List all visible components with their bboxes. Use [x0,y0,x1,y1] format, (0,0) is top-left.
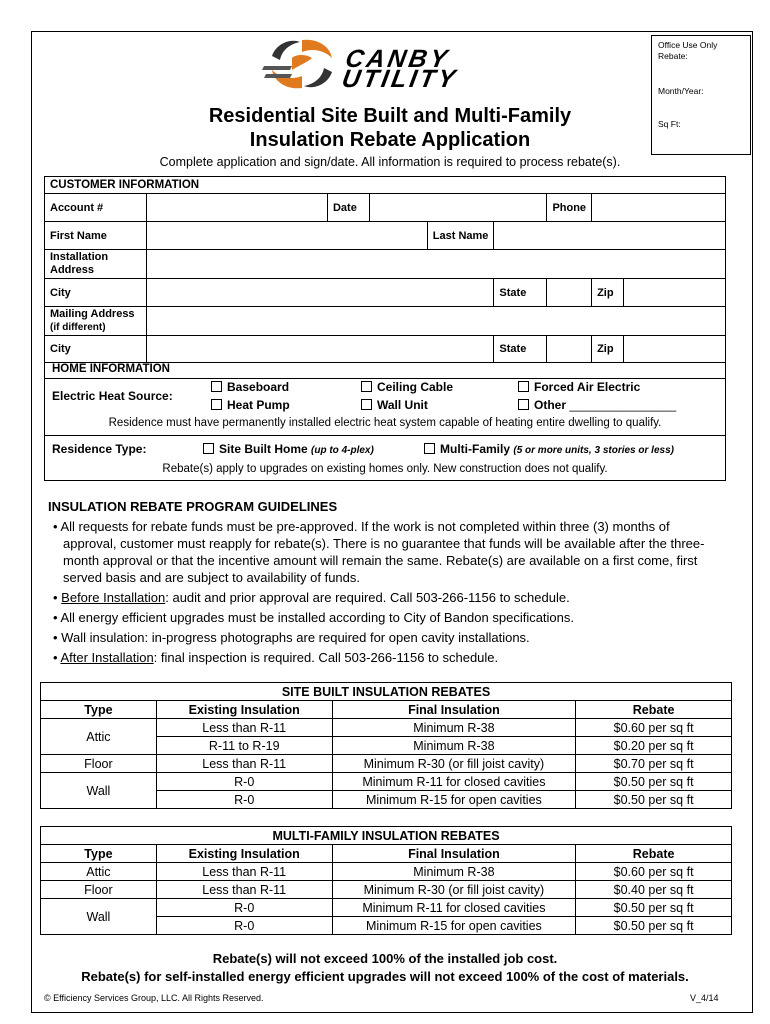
multi-family-checkbox[interactable] [424,443,435,454]
site-type-attic: Attic [41,719,157,755]
last-name-field[interactable] [494,222,726,250]
table-row [41,719,732,737]
construction-note: Rebate(s) apply to upgrades on existing homes only. New construction does not qualify. [162,463,608,475]
mailing-address-field[interactable] [146,307,725,336]
multi-type-wall: Wall [41,899,157,935]
site-r3-final: Minimum R-30 (or fill joist cavity) [332,755,576,773]
table-row [41,881,732,899]
multi-r3-final: Minimum R-11 for closed cavities [332,899,576,917]
multi-r4-final: Minimum R-15 for open cavities [332,917,576,935]
site-header-existing: Existing Insulation [156,701,332,719]
site-table-title: SITE BUILT INSULATION REBATES [41,683,732,701]
first-name-label: First Name [45,222,147,250]
multi-header-existing: Existing Insulation [156,845,332,863]
multi-r2-existing: Less than R-11 [156,881,332,899]
home-heading: HOME INFORMATION [52,363,170,375]
copyright: © Efficiency Services Group, LLC. All Rights Reserved. [44,993,264,1003]
home-divider-1 [45,378,725,379]
office-rebate-label: Rebate: [658,51,688,61]
office-sqft-label: Sq Ft: [658,119,681,129]
guideline-item: • All requests for rebate funds must be pre-approved. If the work is not completed within three (3) months of approval, customer must reapply for rebate(s). There is no guarantee that funds will be available after the three-month approval or that the incentive amount will remain the same. Rebate(s) are available on a first come, first served basis and are subject to availability of funds. [53,519,705,585]
site-r2-rebate: $0.20 per sq ft [576,737,732,755]
install-label-1: Installation [50,251,109,263]
title-line2: Insulation Rebate Application [249,129,531,151]
mailing-state-label: State [494,336,547,363]
last-name-label: Last Name [427,222,494,250]
ceiling-cable-label: Ceiling Cable [377,380,454,394]
mailing-address-label [45,307,147,336]
site-r4-existing: R-0 [156,773,332,791]
site-r1-final: Minimum R-38 [332,719,576,737]
other-line[interactable]: ________________ [569,398,677,412]
mailing-zip-field[interactable] [623,336,725,363]
site-r5-rebate: $0.50 per sq ft [576,791,732,809]
swirl-logo-icon [262,36,342,92]
zip-label: Zip [592,279,624,307]
site-header-rebate: Rebate [576,701,732,719]
table-row [41,863,732,881]
brand-line2: UTILITY [339,65,461,93]
heat-note: Residence must have permanently installed electric heat system capable of heating entire dwelling to qualify. [108,417,662,429]
multi-r4-rebate: $0.50 per sq ft [576,917,732,935]
multi-family-note: (5 or more units, 3 stories or less) [513,445,674,456]
city-field[interactable] [146,279,494,307]
multi-header-rebate: Rebate [576,845,732,863]
other-label: Other [534,398,567,412]
site-r5-final: Minimum R-15 for open cavities [332,791,576,809]
residence-type-label: Residence Type: [52,442,147,456]
title-line1: Residential Site Built and Multi-Family [208,105,572,127]
other-checkbox[interactable] [518,399,529,410]
multi-r1-existing: Less than R-11 [156,863,332,881]
site-r4-final: Minimum R-11 for closed cavities [332,773,576,791]
guideline-item: • Wall insulation: in-progress photographs are required for open cavity installations. [53,630,530,645]
site-r3-rebate: $0.70 per sq ft [576,755,732,773]
version: V_4/14 [690,993,719,1003]
mailing-city-field[interactable] [146,336,494,363]
account-field[interactable] [146,194,327,222]
multi-r3-existing: R-0 [156,899,332,917]
site-type-floor: Floor [41,755,157,773]
multi-family-option[interactable] [424,442,674,456]
heat-pump-checkbox[interactable] [211,399,222,410]
wall-unit-label: Wall Unit [377,398,428,412]
guidelines-list [53,518,721,669]
guideline-item: • All energy efficient upgrades must be installed according to City of Bandon specifications. [53,610,575,625]
baseboard-checkbox[interactable] [211,381,222,392]
footer-notes [44,950,726,986]
site-built-option[interactable] [203,442,374,456]
state-label: State [494,279,547,307]
guideline-1: All requests for rebate funds must be pre-approved. If the work is not completed within three (3) months of approval, customer must reapply for rebate(s). There is no guarantee that funds will be available after the three-month approval or that the incentive amount will remain the same. Rebate(s) are available on a first come, first served basis and are subject to availability of funds. [60,519,705,585]
multi-table-title: MULTI-FAMILY INSULATION REBATES [41,827,732,845]
installation-address-field[interactable] [146,250,725,279]
site-type-wall: Wall [41,773,157,809]
office-use-box [651,35,751,155]
subtitle: Complete application and sign/date. All information is required to process rebate(s). [159,155,621,169]
brand-name [339,45,462,93]
office-title: Office Use Only [658,40,718,50]
table-row [41,899,732,917]
mailing-city-label: City [45,336,147,363]
ceiling-cable-checkbox[interactable] [361,381,372,392]
mailing-zip-label: Zip [592,336,624,363]
multi-header-final: Final Insulation [332,845,576,863]
home-divider-2 [45,435,725,436]
baseboard-option[interactable] [211,380,289,394]
multi-family-label: Multi-Family [440,442,511,456]
site-built-label: Site Built Home [219,442,308,456]
multi-family-rebate-table [40,826,732,935]
site-r2-existing: R-11 to R-19 [156,737,332,755]
heat-pump-option[interactable] [211,398,290,412]
page-title [160,104,620,152]
other-option[interactable] [518,398,676,412]
site-r1-rebate: $0.60 per sq ft [576,719,732,737]
site-header-final: Final Insulation [332,701,576,719]
site-r1-existing: Less than R-11 [156,719,332,737]
canby-utility-logo [262,36,492,92]
city-label: City [45,279,147,307]
site-built-checkbox[interactable] [203,443,214,454]
installation-address-label [45,250,147,279]
mailing-label-2: (if different) [50,322,106,333]
zip-field[interactable] [623,279,725,307]
heat-pump-label: Heat Pump [227,398,290,412]
mailing-state-field[interactable] [547,336,592,363]
multi-r2-rebate: $0.40 per sq ft [576,881,732,899]
multi-r4-existing: R-0 [156,917,332,935]
multi-r3-rebate: $0.50 per sq ft [576,899,732,917]
customer-heading: CUSTOMER INFORMATION [45,177,726,194]
multi-type-attic: Attic [41,863,157,881]
office-month-label: Month/Year: [658,86,704,96]
mailing-label-1: Mailing Address [50,308,135,320]
site-built-rebate-table [40,682,732,809]
site-r4-rebate: $0.50 per sq ft [576,773,732,791]
baseboard-label: Baseboard [227,380,290,394]
multi-type-floor: Floor [41,881,157,899]
guideline-2: : audit and prior approval are required. Call 503-266-1156 to schedule. [165,590,570,605]
date-field[interactable] [369,194,547,222]
guideline-item: • Before Installation: audit and prior approval are required. Call 503-266-1156 to schedule. [53,590,570,605]
phone-label: Phone [547,194,592,222]
guideline-item: • After Installation: final inspection is required. Call 503-266-1156 to schedule. [53,650,499,665]
table-row [41,773,732,791]
guideline-3: All energy efficient upgrades must be installed according to City of Bandon specifications. [60,610,575,625]
table-row [41,755,732,773]
site-built-note: (up to 4-plex) [311,445,374,456]
forced-air-option[interactable] [518,380,640,394]
multi-r2-final: Minimum R-30 (or fill joist cavity) [332,881,576,899]
home-info-box [44,362,726,481]
wall-unit-option[interactable] [361,398,428,412]
brand-line1: CANBY [343,45,453,73]
customer-info-table [44,176,726,363]
first-name-field[interactable] [146,222,427,250]
footer-note-1: Rebate(s) will not exceed 100% of the installed job cost. [212,951,558,966]
site-header-type: Type [41,701,157,719]
site-r3-existing: Less than R-11 [156,755,332,773]
phone-field[interactable] [592,194,726,222]
heat-source-label: Electric Heat Source: [52,389,173,403]
state-field[interactable] [547,279,592,307]
footer-note-2: Rebate(s) for self-installed energy efficient upgrades will not exceed 100% of the cost of materials. [81,969,689,984]
guideline-5: : final inspection is required. Call 503-266-1156 to schedule. [153,650,499,665]
forced-air-checkbox[interactable] [518,381,529,392]
guideline-2-underlined: Before Installation [61,590,166,605]
wall-unit-checkbox[interactable] [361,399,372,410]
guideline-5-underlined: After Installation [60,650,154,665]
date-label: Date [327,194,369,222]
site-r2-final: Minimum R-38 [332,737,576,755]
guidelines-title: INSULATION REBATE PROGRAM GUIDELINES [48,499,338,514]
forced-air-label: Forced Air Electric [534,380,641,394]
ceiling-cable-option[interactable] [361,380,453,394]
multi-header-type: Type [41,845,157,863]
install-label-2: Address [50,264,95,276]
account-label: Account # [45,194,147,222]
multi-r1-final: Minimum R-38 [332,863,576,881]
multi-r1-rebate: $0.60 per sq ft [576,863,732,881]
site-r5-existing: R-0 [156,791,332,809]
guideline-4: Wall insulation: in-progress photographs are required for open cavity installations. [61,630,530,645]
